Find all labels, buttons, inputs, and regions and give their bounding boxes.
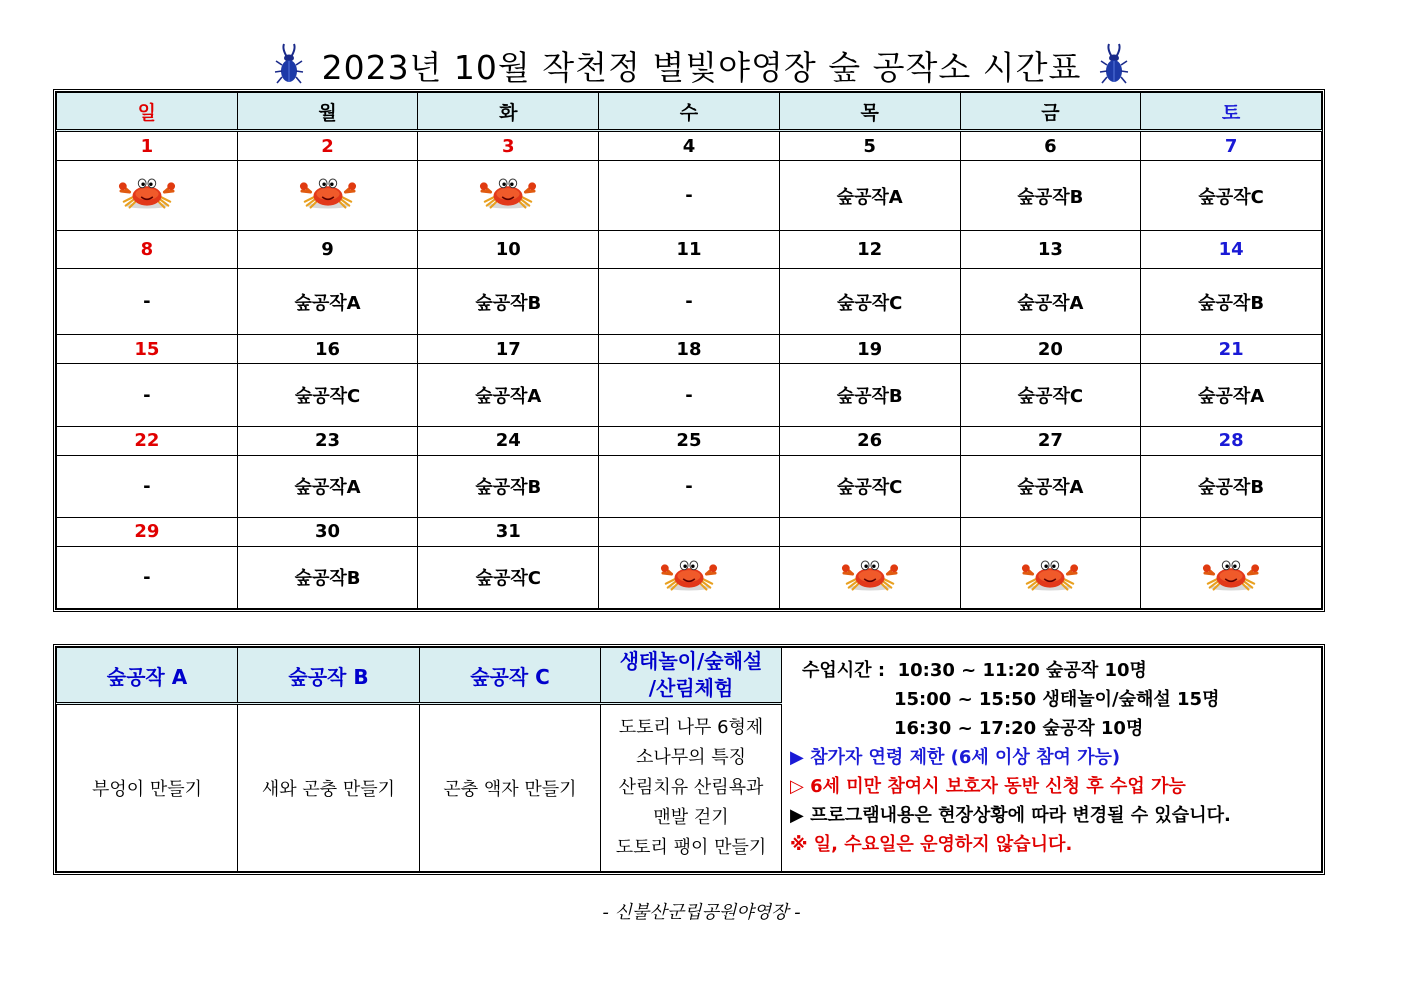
page-title: 2023년 10월 작천정 별빛야영장 숲 공작소 시간표 xyxy=(321,47,1082,87)
date-cell xyxy=(599,517,780,546)
schedule-line xyxy=(790,656,1311,685)
calendar-table xyxy=(56,92,1322,609)
activity-cell xyxy=(57,161,238,231)
activity-cell: 숲공작B xyxy=(237,546,418,608)
schedule-info xyxy=(782,648,1322,872)
activity-cell: 숲공작A xyxy=(237,455,418,517)
activity-cell: - xyxy=(57,546,238,608)
activity-row xyxy=(57,546,1322,608)
activity-cell: 숲공작B xyxy=(779,364,960,426)
date-cell: 11 xyxy=(599,231,780,269)
date-cell: 21 xyxy=(1141,335,1322,364)
activity-cell: 숲공작C xyxy=(1141,161,1322,231)
date-cell: 19 xyxy=(779,335,960,364)
weekday-header: 월 xyxy=(237,93,418,131)
activity-row xyxy=(57,161,1322,231)
schedule-label: 수업시간 : xyxy=(802,660,886,681)
legend-header: 숲공작 C xyxy=(420,648,601,704)
date-row xyxy=(57,517,1322,546)
weekday-header: 금 xyxy=(960,93,1141,131)
activity-cell xyxy=(779,546,960,608)
date-cell: 12 xyxy=(779,231,960,269)
crab-icon xyxy=(660,557,718,593)
date-cell: 18 xyxy=(599,335,780,364)
activity-cell xyxy=(237,161,418,231)
weekday-header: 토 xyxy=(1141,93,1322,131)
note-line: ▶ 프로그램내용은 현장상황에 따라 변경될 수 있습니다. xyxy=(790,805,1231,826)
legend-header xyxy=(601,648,782,704)
weekday-header-row xyxy=(57,93,1322,131)
date-cell: 4 xyxy=(599,131,780,161)
schedule-line: 16:30 ~ 17:20 숲공작 10명 xyxy=(894,718,1144,739)
date-cell: 30 xyxy=(237,517,418,546)
eco-item: 소나무의 특징 xyxy=(635,747,747,768)
activity-cell: - xyxy=(599,455,780,517)
date-cell xyxy=(960,517,1141,546)
program-legend xyxy=(53,644,1325,875)
date-cell: 22 xyxy=(57,426,238,455)
legend-header-row xyxy=(57,648,1322,704)
activity-cell: - xyxy=(57,364,238,426)
activity-cell: 숲공작B xyxy=(1141,455,1322,517)
activity-cell: 숲공작C xyxy=(418,546,599,608)
date-cell: 24 xyxy=(418,426,599,455)
schedule-time: 10:30 ~ 11:20 숲공작 10명 xyxy=(897,660,1147,681)
legend-header: 숲공작 B xyxy=(238,648,420,704)
crab-icon xyxy=(1021,557,1079,593)
date-cell: 7 xyxy=(1141,131,1322,161)
legend-header-line: /산림체험 xyxy=(648,676,734,700)
activity-cell: 숲공작A xyxy=(960,455,1141,517)
activity-cell xyxy=(960,546,1141,608)
date-cell xyxy=(1141,517,1322,546)
title-row xyxy=(0,40,1403,90)
activity-cell: 숲공작A xyxy=(1141,364,1322,426)
date-cell: 13 xyxy=(960,231,1141,269)
date-row xyxy=(57,231,1322,269)
activity-cell: 숲공작A xyxy=(960,269,1141,335)
legend-header-line: 생태놀이/숲해설 xyxy=(619,649,763,673)
crab-icon xyxy=(1202,557,1260,593)
crab-icon xyxy=(841,557,899,593)
date-cell: 20 xyxy=(960,335,1141,364)
activity-cell: 숲공작A xyxy=(237,269,418,335)
weekday-header: 수 xyxy=(599,93,780,131)
date-cell: 3 xyxy=(418,131,599,161)
date-cell: 10 xyxy=(418,231,599,269)
eco-item: 도토리 팽이 만들기 xyxy=(615,837,767,858)
activity-cell: 숲공작B xyxy=(418,269,599,335)
weekday-header: 화 xyxy=(418,93,599,131)
date-cell: 5 xyxy=(779,131,960,161)
date-cell: 9 xyxy=(237,231,418,269)
crab-icon xyxy=(479,175,537,211)
activity-cell: 숲공작A xyxy=(418,364,599,426)
activity-cell xyxy=(1141,546,1322,608)
program-description: 곤충 액자 만들기 xyxy=(420,704,601,872)
activity-cell: 숲공작C xyxy=(779,269,960,335)
legend-table xyxy=(56,647,1322,872)
date-row xyxy=(57,426,1322,455)
eco-program-list xyxy=(601,704,782,872)
activity-cell xyxy=(599,546,780,608)
note-line: ▶ 참가자 연령 제한 (6세 이상 참여 가능) xyxy=(790,747,1121,768)
beetle-icon xyxy=(274,43,304,87)
date-cell: 6 xyxy=(960,131,1141,161)
date-cell: 14 xyxy=(1141,231,1322,269)
activity-cell: 숲공작C xyxy=(779,455,960,517)
activity-cell xyxy=(418,161,599,231)
date-row xyxy=(57,131,1322,161)
date-cell: 31 xyxy=(418,517,599,546)
beetle-icon xyxy=(1099,43,1129,87)
note-line: ※ 일, 수요일은 운영하지 않습니다. xyxy=(790,834,1073,855)
activity-cell: - xyxy=(57,269,238,335)
date-cell xyxy=(779,517,960,546)
activity-cell: 숲공작A xyxy=(779,161,960,231)
eco-item: 맨발 걷기 xyxy=(653,807,729,828)
crab-icon xyxy=(299,175,357,211)
date-cell: 1 xyxy=(57,131,238,161)
date-cell: 16 xyxy=(237,335,418,364)
activity-row xyxy=(57,455,1322,517)
activity-cell: - xyxy=(599,161,780,231)
date-cell: 27 xyxy=(960,426,1141,455)
weekday-header: 일 xyxy=(57,93,238,131)
program-description: 새와 곤충 만들기 xyxy=(238,704,420,872)
activity-cell: 숲공작B xyxy=(960,161,1141,231)
date-row xyxy=(57,335,1322,364)
weekday-header: 목 xyxy=(779,93,960,131)
program-description: 부엉이 만들기 xyxy=(57,704,238,872)
date-cell: 25 xyxy=(599,426,780,455)
date-cell: 8 xyxy=(57,231,238,269)
footer-credit: - 신불산군립공원야영장 - xyxy=(602,902,801,923)
date-cell: 23 xyxy=(237,426,418,455)
activity-cell: 숲공작B xyxy=(418,455,599,517)
activity-cell: - xyxy=(599,364,780,426)
activity-row xyxy=(57,364,1322,426)
date-cell: 15 xyxy=(57,335,238,364)
activity-cell: 숲공작C xyxy=(960,364,1141,426)
date-cell: 28 xyxy=(1141,426,1322,455)
date-cell: 17 xyxy=(418,335,599,364)
activity-cell: 숲공작C xyxy=(237,364,418,426)
crab-icon xyxy=(118,175,176,211)
date-cell: 2 xyxy=(237,131,418,161)
eco-item: 산림치유 산림욕과 xyxy=(618,777,764,798)
date-cell: 26 xyxy=(779,426,960,455)
legend-header: 숲공작 A xyxy=(57,648,238,704)
activity-cell: - xyxy=(57,455,238,517)
activity-cell: - xyxy=(599,269,780,335)
date-cell: 29 xyxy=(57,517,238,546)
note-line: ▷ 6세 미만 참여시 보호자 동반 신청 후 수업 가능 xyxy=(790,776,1186,797)
calendar xyxy=(53,89,1325,612)
schedule-line: 15:00 ~ 15:50 생태놀이/숲해설 15명 xyxy=(894,689,1220,710)
activity-cell: 숲공작B xyxy=(1141,269,1322,335)
activity-row xyxy=(57,269,1322,335)
eco-item: 도토리 나무 6형제 xyxy=(618,717,764,738)
